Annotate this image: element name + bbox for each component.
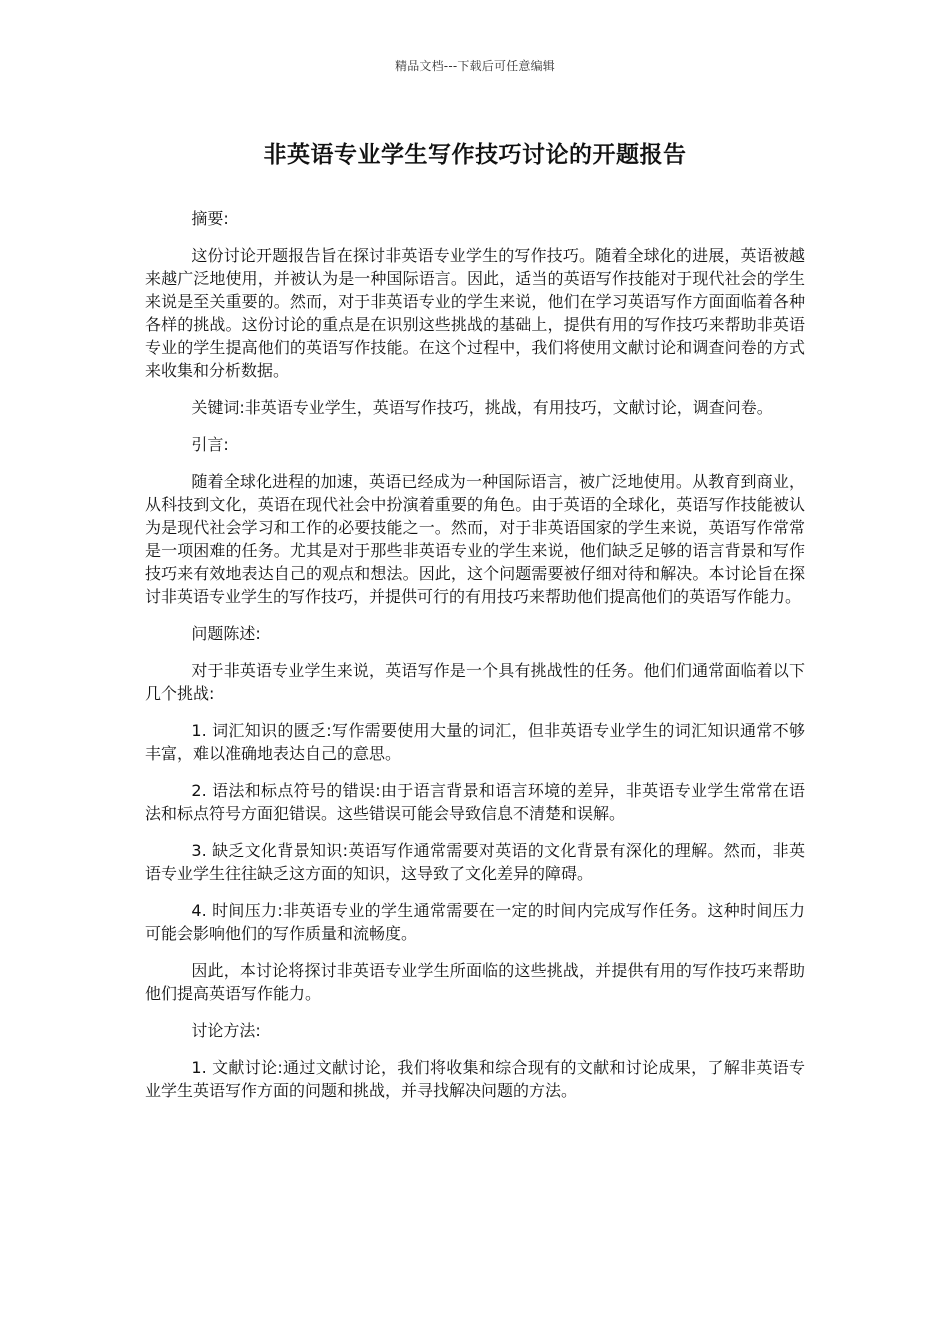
- challenge-item-3: 3. 缺乏文化背景知识:英语写作通常需要对英语的文化背景有深化的理解。然而，非英语专业学生往往缺乏这方面的知识，这导致了文化差异的障碍。: [145, 841, 805, 883]
- challenge-item-1: 1. 词汇知识的匮乏:写作需要使用大量的词汇，但非英语专业学生的词汇知识通常不够丰富，难以准确地表达自己的意思。: [145, 721, 805, 763]
- challenge-item-2: 2. 语法和标点符号的错误:由于语言背景和语言环境的差异，非英语专业学生常常在语法和标点符号方面犯错误。这些错误可能会导致信息不清楚和误解。: [145, 781, 805, 823]
- methods-heading: 讨论方法:: [191, 1021, 261, 1040]
- challenge-item-4: 4. 时间压力:非英语专业的学生通常需要在一定的时间内完成写作任务。这种时间压力可能会影响他们的写作质量和流畅度。: [145, 901, 805, 943]
- problem-statement-paragraph: 对于非英语专业学生来说，英语写作是一个具有挑战性的任务。他们们通常面临着以下几个挑战:: [145, 661, 805, 703]
- header-note: 精品文档---下载后可任意编辑: [395, 59, 555, 73]
- document-title: 非英语专业学生写作技巧讨论的开题报告: [263, 142, 687, 168]
- introduction-paragraph: 随着全球化进程的加速，英语已经成为一种国际语言，被广泛地使用。从教育到商业，从科技到文化，英语在现代社会中扮演着重要的角色。由于英语的全球化，英语写作技能被认为是现代社会学习和工作的必要技能之一。然而，对于非英语国家的学生来说，英语写作常常是一项困难的任务。尤其是对于那些非英语专业的学生来说，他们缺乏足够的语言背景和写作技巧来有效地表达自己的观点和想法。因此，这个问题需要被仔细对待和解决。本讨论旨在探讨非英语专业学生的写作技巧，并提供可行的有用技巧来帮助他们提高他们的英语写作能力。: [145, 472, 805, 606]
- abstract-paragraph: 这份讨论开题报告旨在探讨非英语专业学生的写作技巧。随着全球化的进展，英语被越来越广泛地使用，并被认为是一种国际语言。因此，适当的英语写作技能对于现代社会的学生来说是至关重要的。然而，对于非英语专业的学生来说，他们在学习英语写作方面面临着各种各样的挑战。这份讨论的重点是在识别这些挑战的基础上，提供有用的写作技巧来帮助非英语专业的学生提高他们的英语写作技能。在这个过程中，我们将使用文献讨论和调查问卷的方式来收集和分析数据。: [145, 246, 805, 380]
- method-item-1: 1. 文献讨论:通过文献讨论，我们将收集和综合现有的文献和讨论成果，了解非英语专业学生英语写作方面的问题和挑战，并寻找解决问题的方法。: [145, 1058, 805, 1100]
- abstract-heading: 摘要:: [191, 209, 229, 228]
- problem-statement-heading: 问题陈述:: [191, 624, 261, 643]
- document-body: [145, 207, 805, 1116]
- introduction-heading: 引言:: [191, 435, 229, 454]
- keywords-paragraph: 关键词:非英语专业学生，英语写作技巧，挑战，有用技巧，文献讨论，调查问卷。: [191, 398, 773, 417]
- conclusion-paragraph: 因此，本讨论将探讨非英语专业学生所面临的这些挑战，并提供有用的写作技巧来帮助他们提高英语写作能力。: [145, 961, 805, 1003]
